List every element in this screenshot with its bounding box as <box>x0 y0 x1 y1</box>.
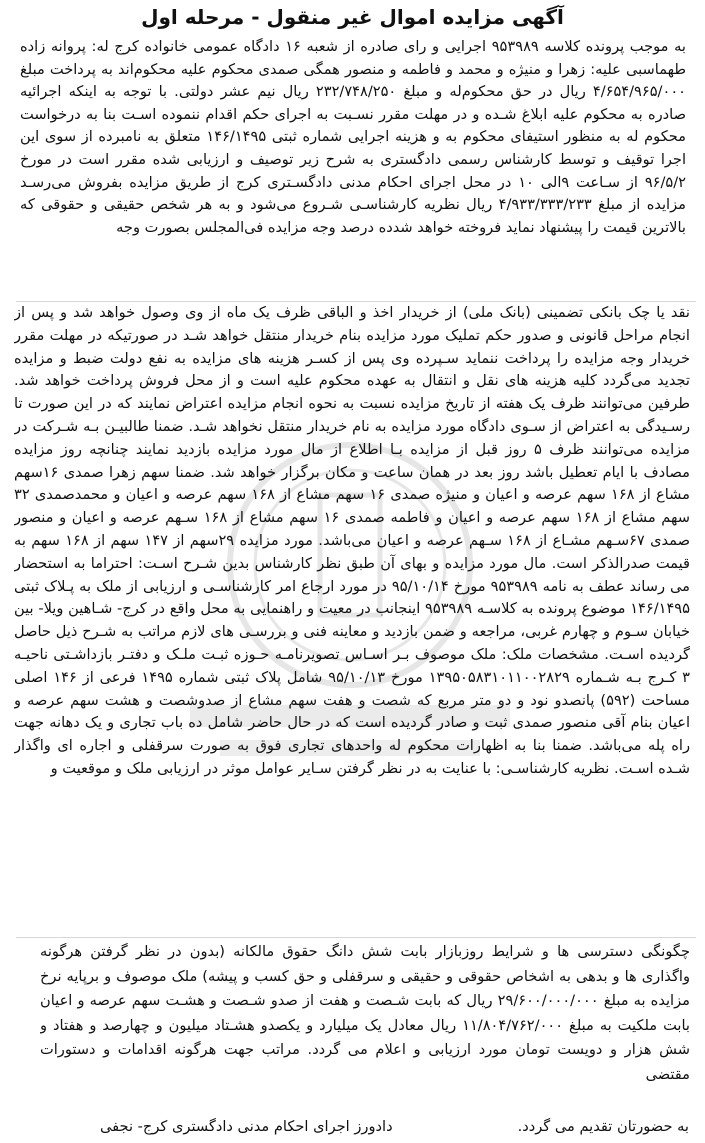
notice-paragraph-2: نقد یا چک بانکی تضمینی (بانک ملی) از خریدار اخذ و الباقی ظرف یک ماه از وی وصول خواهد شد و پس از انجام مراحل قانونی و صدور حکم تملیک مورد مزایده بنام خریدار منتقل خواهد شـد در صورتیکه در مهلت مقرر خریدار وجه مزایده را پرداخت ننماید سـپرده وی پس از کسـر هزینه های مزایده به نفع دولت ضبط و مزایده تجدید می‌گردد کلیه هزینه های نقل و انتقال به عهده محکوم علیه است و از محل فروش پرداخت خواهد شد. طرفین می‌توانند ظرف یک هفته از تاریخ مزایده نسبت به نحوه انجام مزایده اعتراض نمایند که در این صورت تا رسـیدگی به اعتراض از سـوی دادگاه مورد مزایده به نام خریدار منتقل نخواهد شـد. ضمنا طالبیـن بـه شـرکت در مزایده می‌توانند ظرف ۵ روز قبل از مزایده بـا اطلاع از مال مورد مزایده بازدید نمایند چنانچه روز مزایده مصادف با ایام تعطیل باشد روز بعد در همان ساعت و مکان برگزار خواهد شد. ضمنا سهم زهرا صمدی ۱۶سهم مشاع از ۱۶۸ سهم عرصه و اعیان و منیژه صمدی ۱۶ سهم مشاع از ۱۶۸ سهم عرصه و اعیان و محمدصمدی ۳۲ سهم مشاع از ۱۶۸ سهم عرصه و اعیان و فاطمه صمدی ۱۶ سهم مشاع از ۱۶۸ سـهم عرصه و اعیان و منصور صمدی ۶۷سـهم مشـاع از ۱۶۸ سـهم عرصه و اعیان می‌باشد. مورد مزایده ۲۹سهم از ۱۴۷ سهم از ۱۶۸ سهم به قیمت صدرالذکر است. مال مورد مزایده و بهای آن طبق نظر کارشناس بدین شـرح اسـت: احتراما به استحضار می رساند عطف به نامه ۹۵۳۹۸۹ مورخ ۹۵/۱۰/۱۴ در مورد ارجاع امر کارشناسـی و ارزیابی از ملک به پـلاک ثبتی ۱۴۶/۱۴۹۵ موضوع پرونده به کلاسـه ۹۵۳۹۸۹ اینجانب در معیت و راهنمایی به محل واقع در کرج- شـاهین ویلا- بین خیابان سـوم و چهارم غربی، مراجعه و ضمن بازدید و معاینه فنی و بررسـی های لازم مراتب به شـرح ذیل حاصل گردیده اسـت. مشخصات ملک: ملک موصوف بـر اسـاس تصویرنامـه حـوزه ثبـت ملـک و دفتـر بازداشـتی ناحیـه ۳ کـرج بـه شـماره ۱۳۹۵۰۵۸۳۱۰۱۱۰۰۲۸۲۹ مورخ ۹۵/۱۰/۱۳ شامل پلاک ثبتی شماره ۱۴۹۵ فرعی از ۱۴۶ اصلی مساحت (۵۹۲) پانصدو نود و دو متر مربع که شصت و هفت سهم مشاع از صدوشصت و هشت سهم عرصه و اعیان بنام آقی منصور صمدی ثبت و صادر گردیده است که در حال حاضر شامل ده باب تجاری و یک دهانه جهت راه پله می‌باشد. ضمنا بنا به اظهارات محکوم له واحدهای تجاری فوق به صورت سرقفلی و اجاره ای واگذار شـده اسـت. نظریه کارشناسـی: با عنایت به در نظر گرفتن سـایر عوامل موثر در ارزیابی ملک و موقعیت و <box>14 304 690 777</box>
column-divider <box>16 937 696 938</box>
signature-text: دادورز اجرای احکام مدنی دادگستری کرج- نجفی <box>100 1118 393 1135</box>
notice-paragraph-1: به موجب پرونده کلاسه ۹۵۳۹۸۹ اجرایی و رای صادره از شعبه ۱۶ دادگاه عمومی خانواده کرج له: پروانه زاده طهماسبی علیه: زهرا و منیژه و محمد و فاطمه و منصور همگی صمدی محکوم علیه محکوم‌اند به پرداخت مبلغ ۴/۶۵۴/۹۶۵/۰۰۰ ریال در حق محکوم‌له و مبلغ ۲۳۲/۷۴۸/۲۵۰ ریال نیم عشر دولتی. با توجه به اینکه اجرائیه صادره به محکوم علیه ابلاغ شـده و در مهلت مقرر نسـبت به اجرای حکم اقدام ننموده اسـت بنا به درخواست محکوم له به منظور استیفای محکوم به و هزینه اجرایی شماره ثبتی ۱۴۶/۱۴۹۵ متعلق به نامبرده از سوی این اجرا توقیف و توسط کارشناس رسمی دادگستری به شرح زیر توصیف و ارزیابی شده مقرر است در مورخ ۹۶/۵/۲ از سـاعت ۹الی ۱۰ در محل اجرای احکام مدنی دادگسـتری کرج از طریق مزایده بفروش می‌رسـد مزایده از مبلغ ۴/۹۳۳/۳۳۳/۲۳۳ ریال نظریه کارشناسـی شـروع می‌شود و به هر شخص حقیقی و حقوقی که بالاترین قیمت را پیشنهاد نماید فروخته خواهد شدده درصد وجه مزایده فی‌المجلس بصورت وجه <box>20 38 686 236</box>
notice-paragraph-3: چگونگی دسترسی ها و شرایط روزبازار بابت شش دانگ حقوق مالکانه (بدون در نظر گرفتن هرگونه واگذاری ها و بدهی به اشخاص حقوقی و حقیقی و سرقفلی و حق کسب و پیشه) ملک موصوف و برپایه نرخ مزایده به مبلغ ۲۹/۶۰۰/۰۰۰/۰۰۰ ریال که بابت شـصت و هفت از صدو شـصت و هشـت سهم عرصه و اعیان بابت ملکیت به مبلغ ۱۱/۸۰۴/۷۶۲/۰۰۰ ریال معادل یک میلیارد و یکصدو هشـتاد میلیون و چهارصد و هفتاد و شش هزار و دویست تومان مورد ارزیابی و اعلام می گردد. مراتب جهت هرگونه اقدامات و دستورات مقتضی <box>40 943 690 1083</box>
notice-title: آگهی مزایده اموال غیر منقول - مرحله اول <box>141 5 564 29</box>
closing-text: به حضورتان تقدیم می گردد. <box>517 1118 689 1135</box>
